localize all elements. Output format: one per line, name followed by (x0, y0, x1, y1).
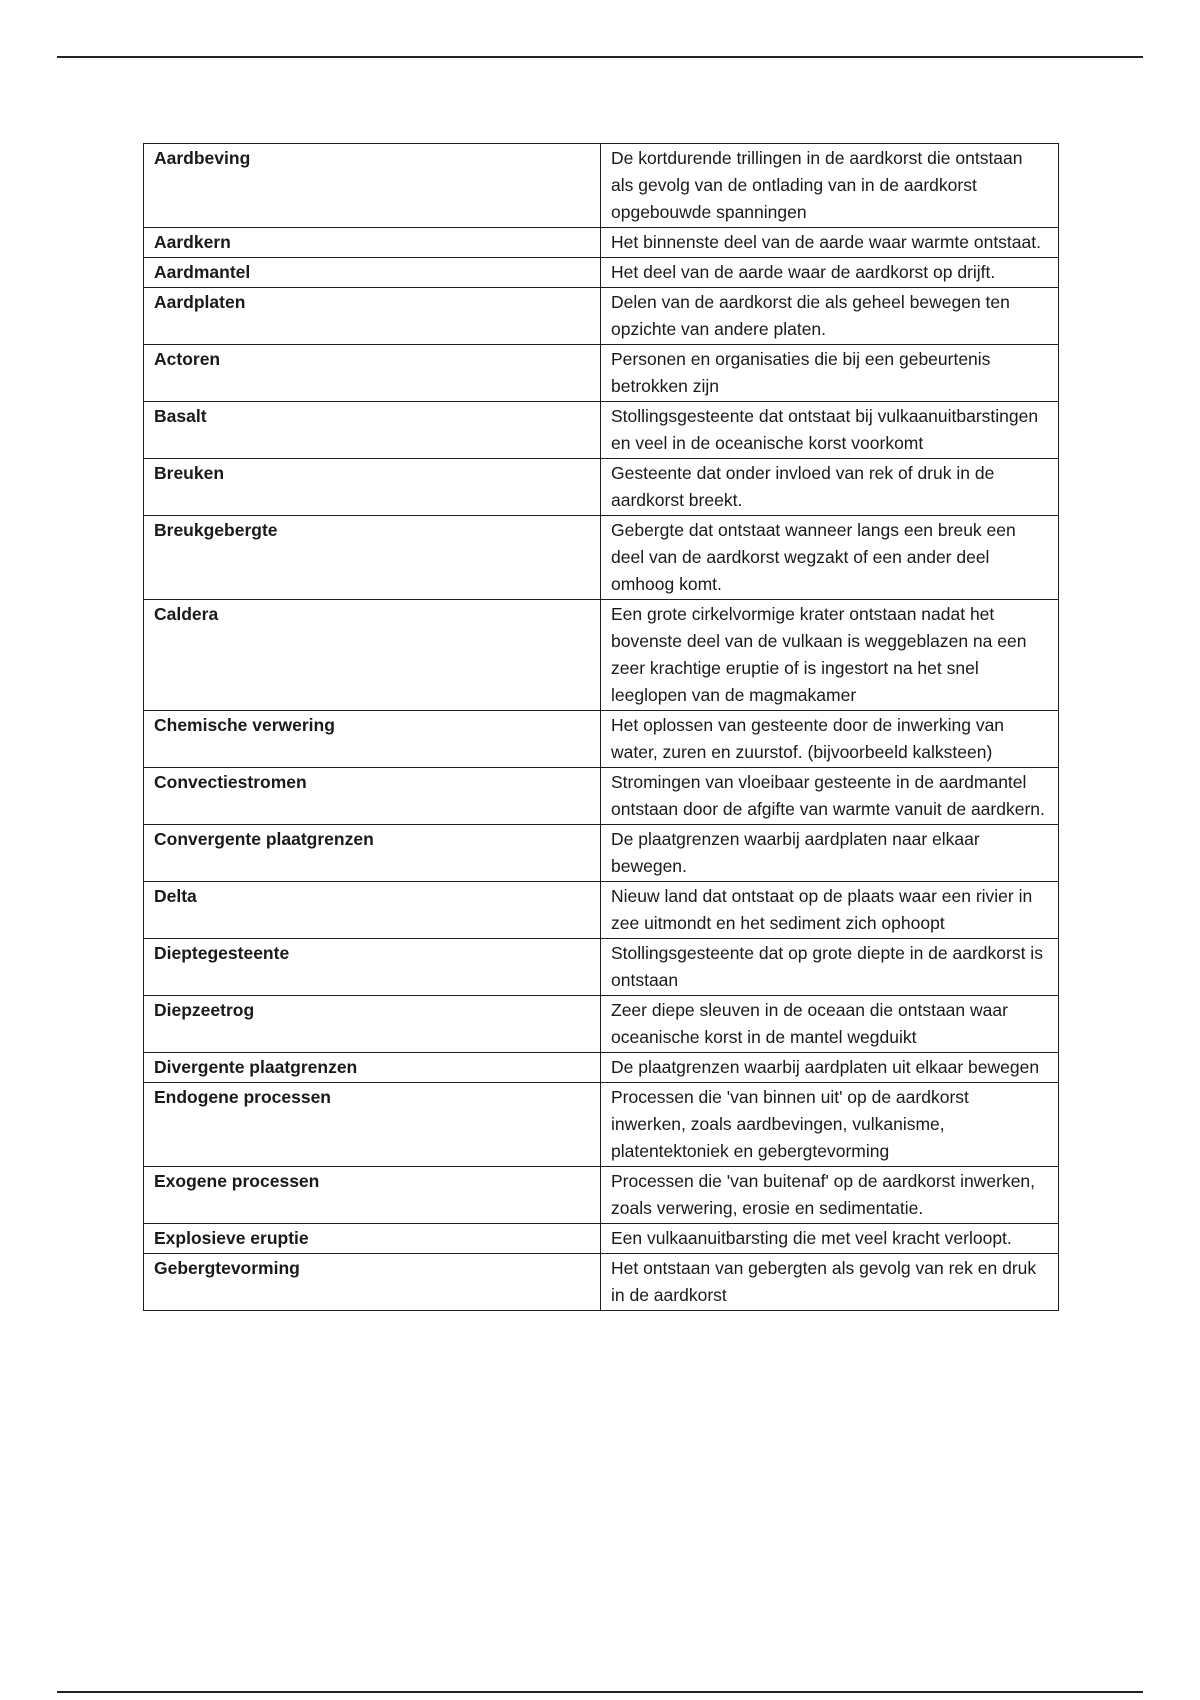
definition-cell: Het oplossen van gesteente door de inwerking van water, zuren en zuurstof. (bijvoorbeeld kalksteen) (601, 711, 1059, 768)
table-row (144, 711, 1059, 768)
term-cell: Breukgebergte (144, 516, 601, 600)
term-cell: Caldera (144, 600, 601, 711)
term-cell: Breuken (144, 459, 601, 516)
definition-cell: Processen die 'van buitenaf' op de aardkorst inwerken, zoals verwering, erosie en sedimentatie. (601, 1167, 1059, 1224)
definition-cell: Stromingen van vloeibaar gesteente in de aardmantel ontstaan door de afgifte van warmte vanuit de aardkern. (601, 768, 1059, 825)
term-cell: Aardplaten (144, 288, 601, 345)
term-cell: Chemische verwering (144, 711, 601, 768)
table-row (144, 1254, 1059, 1311)
definition-cell: De plaatgrenzen waarbij aardplaten uit elkaar bewegen (601, 1053, 1059, 1083)
page-header-rule (57, 56, 1143, 58)
term-cell: Exogene processen (144, 1167, 601, 1224)
definition-cell: Een vulkaanuitbarsting die met veel kracht verloopt. (601, 1224, 1059, 1254)
term-cell: Explosieve eruptie (144, 1224, 601, 1254)
table-row (144, 144, 1059, 228)
table-row (144, 459, 1059, 516)
glossary-body (144, 144, 1059, 1311)
definition-cell: Gebergte dat ontstaat wanneer langs een breuk een deel van de aardkorst wegzakt of een ander deel omhoog komt. (601, 516, 1059, 600)
definition-cell: Een grote cirkelvormige krater ontstaan nadat het bovenste deel van de vulkaan is weggeblazen na een zeer krachtige eruptie of is ingestort na het snel leeglopen van de magmakamer (601, 600, 1059, 711)
table-row (144, 825, 1059, 882)
term-cell: Convergente plaatgrenzen (144, 825, 601, 882)
term-cell: Aardkern (144, 228, 601, 258)
term-cell: Diepzeetrog (144, 996, 601, 1053)
definition-cell: Gesteente dat onder invloed van rek of druk in de aardkorst breekt. (601, 459, 1059, 516)
table-row (144, 228, 1059, 258)
term-cell: Endogene processen (144, 1083, 601, 1167)
definition-cell: Personen en organisaties die bij een gebeurtenis betrokken zijn (601, 345, 1059, 402)
table-row (144, 1167, 1059, 1224)
term-cell: Divergente plaatgrenzen (144, 1053, 601, 1083)
definition-cell: Het binnenste deel van de aarde waar warmte ontstaat. (601, 228, 1059, 258)
definition-cell: Het deel van de aarde waar de aardkorst op drijft. (601, 258, 1059, 288)
table-row (144, 1053, 1059, 1083)
table-row (144, 516, 1059, 600)
table-row (144, 345, 1059, 402)
definition-cell: Stollingsgesteente dat ontstaat bij vulkaanuitbarstingen en veel in de oceanische korst voorkomt (601, 402, 1059, 459)
definition-cell: De kortdurende trillingen in de aardkorst die ontstaan als gevolg van de ontlading van in de aardkorst opgebouwde spanningen (601, 144, 1059, 228)
table-row (144, 882, 1059, 939)
table-row (144, 996, 1059, 1053)
definition-cell: Zeer diepe sleuven in de oceaan die ontstaan waar oceanische korst in de mantel wegduikt (601, 996, 1059, 1053)
definition-cell: Stollingsgesteente dat op grote diepte in de aardkorst is ontstaan (601, 939, 1059, 996)
definition-cell: Delen van de aardkorst die als geheel bewegen ten opzichte van andere platen. (601, 288, 1059, 345)
definition-cell: De plaatgrenzen waarbij aardplaten naar elkaar bewegen. (601, 825, 1059, 882)
table-row (144, 1083, 1059, 1167)
term-cell: Aardmantel (144, 258, 601, 288)
table-row (144, 402, 1059, 459)
page-footer-rule (57, 1691, 1143, 1693)
term-cell: Delta (144, 882, 601, 939)
definition-cell: Processen die 'van binnen uit' op de aardkorst inwerken, zoals aardbevingen, vulkanisme, platentektoniek en gebergtevorming (601, 1083, 1059, 1167)
table-row (144, 1224, 1059, 1254)
term-cell: Aardbeving (144, 144, 601, 228)
table-row (144, 288, 1059, 345)
table-row (144, 600, 1059, 711)
table-row (144, 258, 1059, 288)
definition-cell: Het ontstaan van gebergten als gevolg van rek en druk in de aardkorst (601, 1254, 1059, 1311)
term-cell: Actoren (144, 345, 601, 402)
definition-cell: Nieuw land dat ontstaat op de plaats waar een rivier in zee uitmondt en het sediment zich ophoopt (601, 882, 1059, 939)
table-row (144, 768, 1059, 825)
term-cell: Basalt (144, 402, 601, 459)
table-row (144, 939, 1059, 996)
glossary-table (143, 143, 1059, 1311)
term-cell: Dieptegesteente (144, 939, 601, 996)
term-cell: Convectiestromen (144, 768, 601, 825)
term-cell: Gebergtevorming (144, 1254, 601, 1311)
